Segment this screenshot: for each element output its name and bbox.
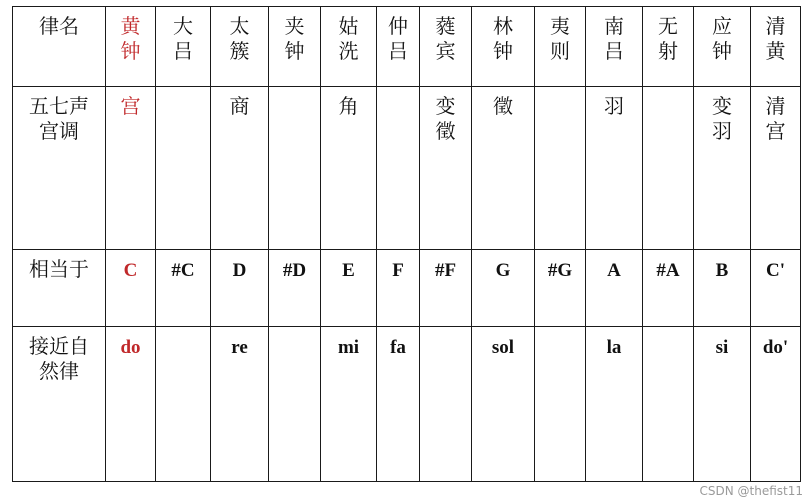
table-row-equivalent xyxy=(13,250,801,327)
table-cell xyxy=(156,327,211,482)
table-cell xyxy=(377,87,420,250)
table-cell xyxy=(156,87,211,250)
header-cell: 应 钟 xyxy=(694,7,751,87)
row-label-equivalent: 相当于 xyxy=(13,250,106,327)
table-row-mode xyxy=(13,87,801,250)
header-cell: 仲 吕 xyxy=(377,7,420,87)
table-cell: do' xyxy=(751,327,801,482)
header-cell: 蕤 宾 xyxy=(420,7,472,87)
pitch-table xyxy=(12,6,801,482)
table-row-lvming xyxy=(13,7,801,87)
watermark-text: CSDN @thefist11 xyxy=(699,484,803,498)
table-row-natural xyxy=(13,327,801,482)
table-cell: #F xyxy=(420,250,472,327)
table-cell: #D xyxy=(269,250,321,327)
table-cell: 羽 xyxy=(586,87,643,250)
table-cell xyxy=(535,327,586,482)
header-cell: 夹 钟 xyxy=(269,7,321,87)
header-cell: 姑 洗 xyxy=(321,7,377,87)
table-cell: fa xyxy=(377,327,420,482)
table-cell: E xyxy=(321,250,377,327)
table-cell: do xyxy=(106,327,156,482)
table-cell: C xyxy=(106,250,156,327)
table-cell: C' xyxy=(751,250,801,327)
table-cell: re xyxy=(211,327,269,482)
header-cell: 无 射 xyxy=(643,7,694,87)
table-cell: #G xyxy=(535,250,586,327)
header-cell: 清 黄 xyxy=(751,7,801,87)
table-cell: la xyxy=(586,327,643,482)
table-cell xyxy=(420,327,472,482)
table-cell: 徵 xyxy=(472,87,535,250)
table-cell xyxy=(269,87,321,250)
pitch-table-body xyxy=(13,7,801,482)
header-cell: 大 吕 xyxy=(156,7,211,87)
table-cell: 清 宫 xyxy=(751,87,801,250)
table-cell xyxy=(535,87,586,250)
table-cell: si xyxy=(694,327,751,482)
table-cell: B xyxy=(694,250,751,327)
row-label-lvming: 律名 xyxy=(13,7,106,87)
table-cell xyxy=(643,87,694,250)
header-cell: 南 吕 xyxy=(586,7,643,87)
table-cell: #A xyxy=(643,250,694,327)
table-cell xyxy=(643,327,694,482)
table-cell: 变 徵 xyxy=(420,87,472,250)
table-cell: 角 xyxy=(321,87,377,250)
table-cell: A xyxy=(586,250,643,327)
header-cell: 黄 钟 xyxy=(106,7,156,87)
table-cell: mi xyxy=(321,327,377,482)
header-cell: 林 钟 xyxy=(472,7,535,87)
table-cell: 商 xyxy=(211,87,269,250)
table-cell: sol xyxy=(472,327,535,482)
header-cell: 夷 则 xyxy=(535,7,586,87)
table-cell: 变 羽 xyxy=(694,87,751,250)
header-cell: 太 簇 xyxy=(211,7,269,87)
table-cell: F xyxy=(377,250,420,327)
table-cell xyxy=(269,327,321,482)
row-label-mode: 五七声 宫调 xyxy=(13,87,106,250)
table-cell: G xyxy=(472,250,535,327)
table-cell: 宫 xyxy=(106,87,156,250)
table-cell: #C xyxy=(156,250,211,327)
row-label-natural: 接近自 然律 xyxy=(13,327,106,482)
table-cell: D xyxy=(211,250,269,327)
